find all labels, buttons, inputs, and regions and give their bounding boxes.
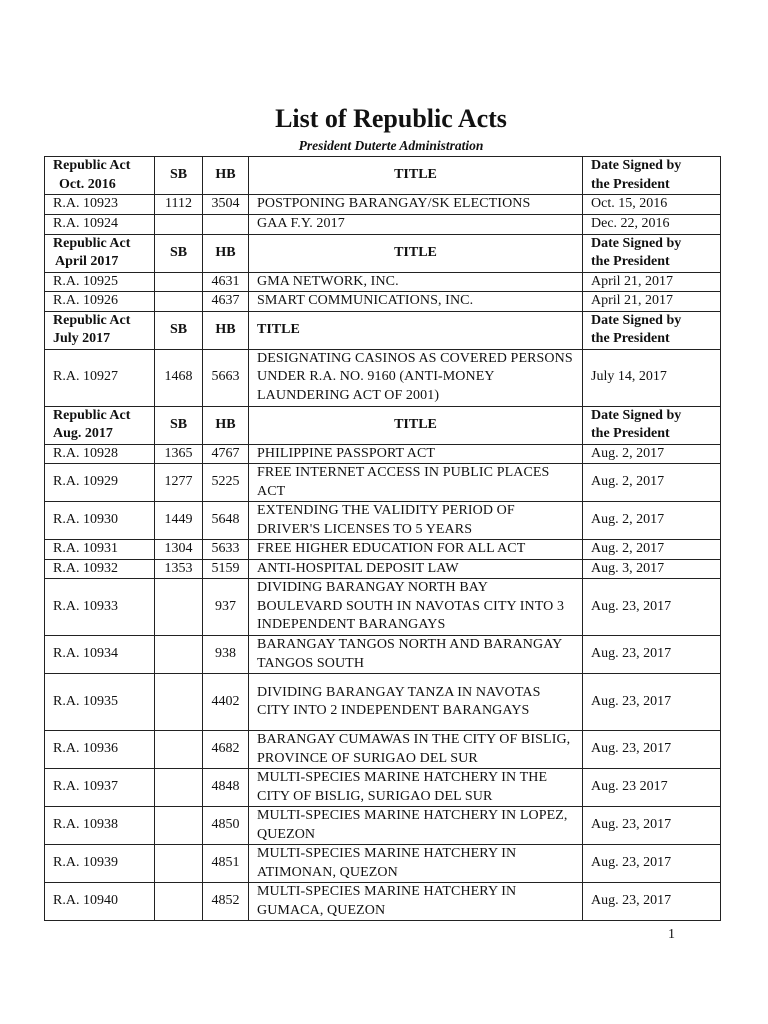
date-signed: Dec. 22, 2016	[583, 215, 721, 235]
date-header-line1: Date Signed by	[591, 235, 682, 251]
table-row	[45, 636, 721, 674]
senate-bill-number: 1468	[155, 349, 203, 406]
senate-bill-number	[155, 272, 203, 292]
date-header-line2: the President	[591, 331, 670, 346]
house-bill-number: 5159	[203, 559, 249, 579]
act-title: MULTI-SPECIES MARINE HATCHERY IN ATIMONAN, QUEZON	[249, 845, 583, 883]
title-column-header: TITLE	[249, 234, 583, 272]
date-signed: Aug. 23, 2017	[583, 845, 721, 883]
date-signed: Aug. 23, 2017	[583, 579, 721, 636]
senate-bill-number	[155, 769, 203, 807]
republic-acts-table	[44, 156, 721, 921]
act-title: DIVIDING BARANGAY TANZA IN NAVOTAS CITY INTO 2 INDEPENDENT BARANGAYS	[249, 674, 583, 731]
section-label-line1: Republic Act	[53, 158, 131, 173]
section-label	[45, 406, 155, 444]
date-signed-column-header	[583, 157, 721, 195]
republic-act-number: R.A. 10925	[45, 272, 155, 292]
hb-column-header: HB	[203, 406, 249, 444]
house-bill-number: 4402	[203, 674, 249, 731]
republic-act-number: R.A. 10932	[45, 559, 155, 579]
table-row	[45, 807, 721, 845]
republic-act-number: R.A. 10928	[45, 444, 155, 464]
section-header-row	[45, 311, 721, 349]
act-title: MULTI-SPECIES MARINE HATCHERY IN LOPEZ, QUEZON	[249, 807, 583, 845]
table-row	[45, 464, 721, 502]
act-title: DESIGNATING CASINOS AS COVERED PERSONS UNDER R.A. NO. 9160 (ANTI-MONEY LAUNDERING ACT OF 2001)	[249, 349, 583, 406]
table-row	[45, 215, 721, 235]
section-label	[45, 234, 155, 272]
table-row	[45, 540, 721, 560]
senate-bill-number: 1112	[155, 195, 203, 215]
senate-bill-number	[155, 579, 203, 636]
date-signed-column-header	[583, 234, 721, 272]
house-bill-number: 5633	[203, 540, 249, 560]
table-row	[45, 883, 721, 921]
table-row	[45, 272, 721, 292]
date-signed: Oct. 15, 2016	[583, 195, 721, 215]
date-signed-column-header	[583, 406, 721, 444]
act-title: BARANGAY TANGOS NORTH AND BARANGAY TANGOS SOUTH	[249, 636, 583, 674]
senate-bill-number	[155, 731, 203, 769]
republic-act-number: R.A. 10923	[45, 195, 155, 215]
house-bill-number: 5648	[203, 502, 249, 540]
house-bill-number: 4848	[203, 769, 249, 807]
act-title: GAA F.Y. 2017	[249, 215, 583, 235]
senate-bill-number: 1365	[155, 444, 203, 464]
act-title: GMA NETWORK, INC.	[249, 272, 583, 292]
republic-act-number: R.A. 10929	[45, 464, 155, 502]
republic-acts-table-body	[45, 157, 721, 921]
act-title: EXTENDING THE VALIDITY PERIOD OF DRIVER'S LICENSES TO 5 YEARS	[249, 502, 583, 540]
republic-act-number: R.A. 10936	[45, 731, 155, 769]
page-number: 1	[668, 927, 675, 942]
date-signed: Aug. 3, 2017	[583, 559, 721, 579]
title-column-header: TITLE	[249, 311, 583, 349]
senate-bill-number	[155, 674, 203, 731]
title-column-header: TITLE	[249, 406, 583, 444]
section-header-row	[45, 234, 721, 272]
table-row	[45, 349, 721, 406]
republic-act-number: R.A. 10930	[45, 502, 155, 540]
date-header-line1: Date Signed by	[591, 312, 682, 328]
section-label-line2: Oct. 2016	[59, 176, 116, 192]
section-label	[45, 311, 155, 349]
section-label-line2: July 2017	[53, 331, 111, 346]
house-bill-number: 938	[203, 636, 249, 674]
act-title: PHILIPPINE PASSPORT ACT	[249, 444, 583, 464]
date-signed: Aug. 23 2017	[583, 769, 721, 807]
act-title: SMART COMMUNICATIONS, INC.	[249, 292, 583, 312]
section-label-line1: Republic Act	[53, 235, 131, 251]
date-signed: July 14, 2017	[583, 349, 721, 406]
section-label-line1: Republic Act	[53, 312, 131, 328]
section-header-row	[45, 157, 721, 195]
republic-act-number: R.A. 10935	[45, 674, 155, 731]
section-label-line2: April 2017	[55, 254, 119, 269]
house-bill-number: 4637	[203, 292, 249, 312]
table-row	[45, 579, 721, 636]
act-title: FREE INTERNET ACCESS IN PUBLIC PLACES ACT	[249, 464, 583, 502]
act-title: MULTI-SPECIES MARINE HATCHERY IN THE CITY OF BISLIG, SURIGAO DEL SUR	[249, 769, 583, 807]
date-signed: April 21, 2017	[583, 272, 721, 292]
senate-bill-number: 1353	[155, 559, 203, 579]
republic-act-number: R.A. 10937	[45, 769, 155, 807]
act-title: DIVIDING BARANGAY NORTH BAY BOULEVARD SOUTH IN NAVOTAS CITY INTO 3 INDEPENDENT BARANGAYS	[249, 579, 583, 636]
date-signed: Aug. 23, 2017	[583, 807, 721, 845]
act-title: MULTI-SPECIES MARINE HATCHERY IN GUMACA, QUEZON	[249, 883, 583, 921]
sb-column-header: SB	[155, 311, 203, 349]
section-label-line2: Aug. 2017	[53, 426, 113, 441]
table-row	[45, 502, 721, 540]
act-title: BARANGAY CUMAWAS IN THE CITY OF BISLIG, PROVINCE OF SURIGAO DEL SUR	[249, 731, 583, 769]
date-header-line2: the President	[591, 426, 670, 441]
senate-bill-number	[155, 845, 203, 883]
sb-column-header: SB	[155, 234, 203, 272]
house-bill-number: 937	[203, 579, 249, 636]
table-row	[45, 845, 721, 883]
act-title: ANTI-HOSPITAL DEPOSIT LAW	[249, 559, 583, 579]
section-label	[45, 157, 155, 195]
republic-act-number: R.A. 10933	[45, 579, 155, 636]
house-bill-number: 5663	[203, 349, 249, 406]
republic-act-number: R.A. 10926	[45, 292, 155, 312]
date-signed: Aug. 2, 2017	[583, 502, 721, 540]
house-bill-number: 3504	[203, 195, 249, 215]
table-row	[45, 769, 721, 807]
act-title: FREE HIGHER EDUCATION FOR ALL ACT	[249, 540, 583, 560]
date-signed: Aug. 23, 2017	[583, 883, 721, 921]
hb-column-header: HB	[203, 311, 249, 349]
senate-bill-number	[155, 215, 203, 235]
date-signed: Aug. 2, 2017	[583, 540, 721, 560]
house-bill-number: 4850	[203, 807, 249, 845]
hb-column-header: HB	[203, 234, 249, 272]
house-bill-number: 4631	[203, 272, 249, 292]
table-row	[45, 559, 721, 579]
house-bill-number	[203, 215, 249, 235]
republic-act-number: R.A. 10927	[45, 349, 155, 406]
house-bill-number: 5225	[203, 464, 249, 502]
house-bill-number: 4767	[203, 444, 249, 464]
page-subtitle: President Duterte Administration	[298, 138, 484, 153]
senate-bill-number	[155, 807, 203, 845]
senate-bill-number: 1304	[155, 540, 203, 560]
date-header-line1: Date Signed by	[591, 407, 682, 423]
republic-act-number: R.A. 10938	[45, 807, 155, 845]
table-row	[45, 674, 721, 731]
republic-act-number: R.A. 10934	[45, 636, 155, 674]
section-header-row	[45, 406, 721, 444]
table-row	[45, 731, 721, 769]
section-label-line1: Republic Act	[53, 407, 131, 423]
page-title: List of Republic Acts	[275, 104, 507, 133]
senate-bill-number	[155, 883, 203, 921]
date-header-line2: the President	[591, 254, 670, 269]
sb-column-header: SB	[155, 406, 203, 444]
senate-bill-number: 1277	[155, 464, 203, 502]
date-signed: April 21, 2017	[583, 292, 721, 312]
date-header-line1: Date Signed by	[591, 158, 682, 173]
date-signed-column-header	[583, 311, 721, 349]
table-row	[45, 292, 721, 312]
house-bill-number: 4851	[203, 845, 249, 883]
hb-column-header: HB	[203, 157, 249, 195]
title-column-header: TITLE	[249, 157, 583, 195]
republic-act-number: R.A. 10931	[45, 540, 155, 560]
senate-bill-number: 1449	[155, 502, 203, 540]
sb-column-header: SB	[155, 157, 203, 195]
house-bill-number: 4852	[203, 883, 249, 921]
republic-act-number: R.A. 10924	[45, 215, 155, 235]
table-row	[45, 444, 721, 464]
table-row	[45, 195, 721, 215]
date-signed: Aug. 23, 2017	[583, 731, 721, 769]
republic-act-number: R.A. 10939	[45, 845, 155, 883]
date-signed: Aug. 2, 2017	[583, 464, 721, 502]
house-bill-number: 4682	[203, 731, 249, 769]
senate-bill-number	[155, 292, 203, 312]
date-signed: Aug. 2, 2017	[583, 444, 721, 464]
republic-act-number: R.A. 10940	[45, 883, 155, 921]
senate-bill-number	[155, 636, 203, 674]
date-signed: Aug. 23, 2017	[583, 674, 721, 731]
act-title: POSTPONING BARANGAY/SK ELECTIONS	[249, 195, 583, 215]
date-signed: Aug. 23, 2017	[583, 636, 721, 674]
date-header-line2: the President	[591, 176, 670, 192]
